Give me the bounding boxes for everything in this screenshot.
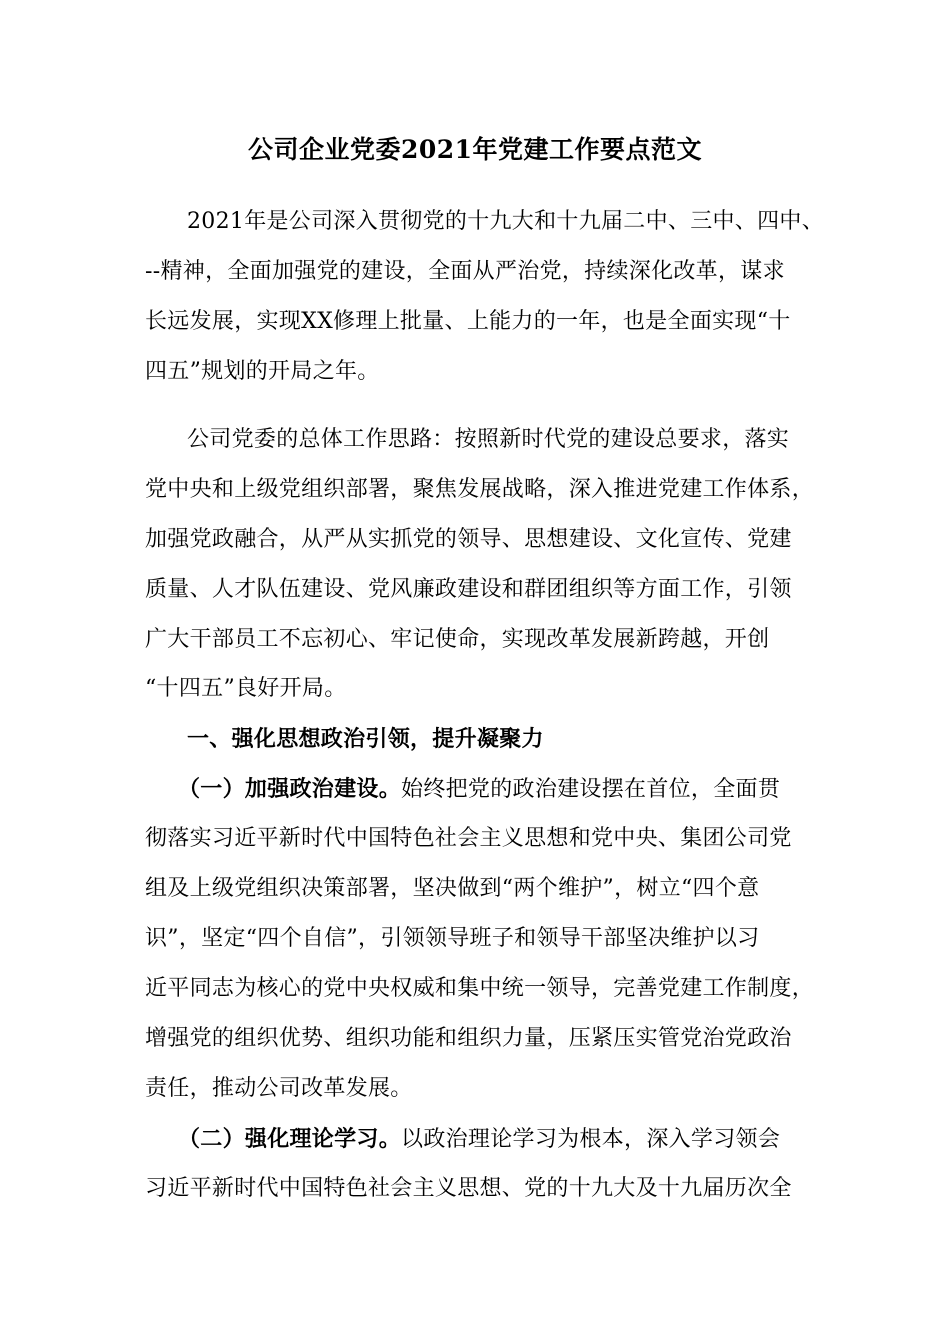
paragraph-line: 公司党委的总体工作思路：按照新时代党的建设总要求，落实 [187,427,790,452]
paragraph-line: 组及上级党组织决策部署，坚决做到“两个维护”，树立“四个意 [145,876,760,901]
paragraph-line: 质量、人才队伍建设、党风廉政建设和群团组织等方面工作，引领 [145,577,792,602]
paragraph-line: 责任，推动公司改革发展。 [145,1076,413,1101]
section-heading: 一、强化思想政治引领，提升凝聚力 [187,726,544,752]
subsection-heading: （一）加强政治建设。 [178,776,402,802]
paragraph-text: 以政治理论学习为根本，深入学习领会 [401,1127,781,1152]
paragraph-line [178,1122,780,1157]
subsection-heading: （二）强化理论学习。 [178,1126,402,1152]
paragraph-line: 2021年是公司深入贯彻党的十九大和十九届二中、三中、四中、 [187,209,824,234]
paragraph-line: --精神，全面加强党的建设，全面从严治党，持续深化改革，谋求 [145,259,785,284]
paragraph-line: 习近平新时代中国特色社会主义思想、党的十九大及十九届历次全 [145,1176,792,1201]
paragraph-line [178,772,780,807]
paragraph-line: 四五”规划的开局之年。 [145,359,380,384]
paragraph-line: 广大干部员工不忘初心、牢记使命，实现改革发展新跨越，开创 [145,627,770,652]
paragraph-line: 增强党的组织优势、组织功能和组织力量，压紧压实管党治党政治 [145,1026,792,1051]
paragraph-line: 党中央和上级党组织部署，聚焦发展战略，深入推进党建工作体系， [145,477,815,502]
paragraph-line: 加强党政融合，从严从实抓党的领导、思想建设、文化宣传、党建 [145,527,792,552]
paragraph-line: 近平同志为核心的党中央权威和集中统一领导，完善党建工作制度， [145,976,815,1001]
document-title: 公司企业党委2021年党建工作要点范文 [247,135,703,164]
paragraph-text: 始终把党的政治建设摆在首位，全面贯 [401,777,781,802]
paragraph-line: 识”，坚定“四个自信”，引领领导班子和领导干部坚决维护以习 [145,926,760,951]
paragraph-line: 长远发展，实现XX修理上批量、上能力的一年，也是全面实现“十 [145,309,791,334]
paragraph-line: “十四五”良好开局。 [145,676,347,701]
paragraph-line: 彻落实习近平新时代中国特色社会主义思想和党中央、集团公司党 [145,826,792,851]
